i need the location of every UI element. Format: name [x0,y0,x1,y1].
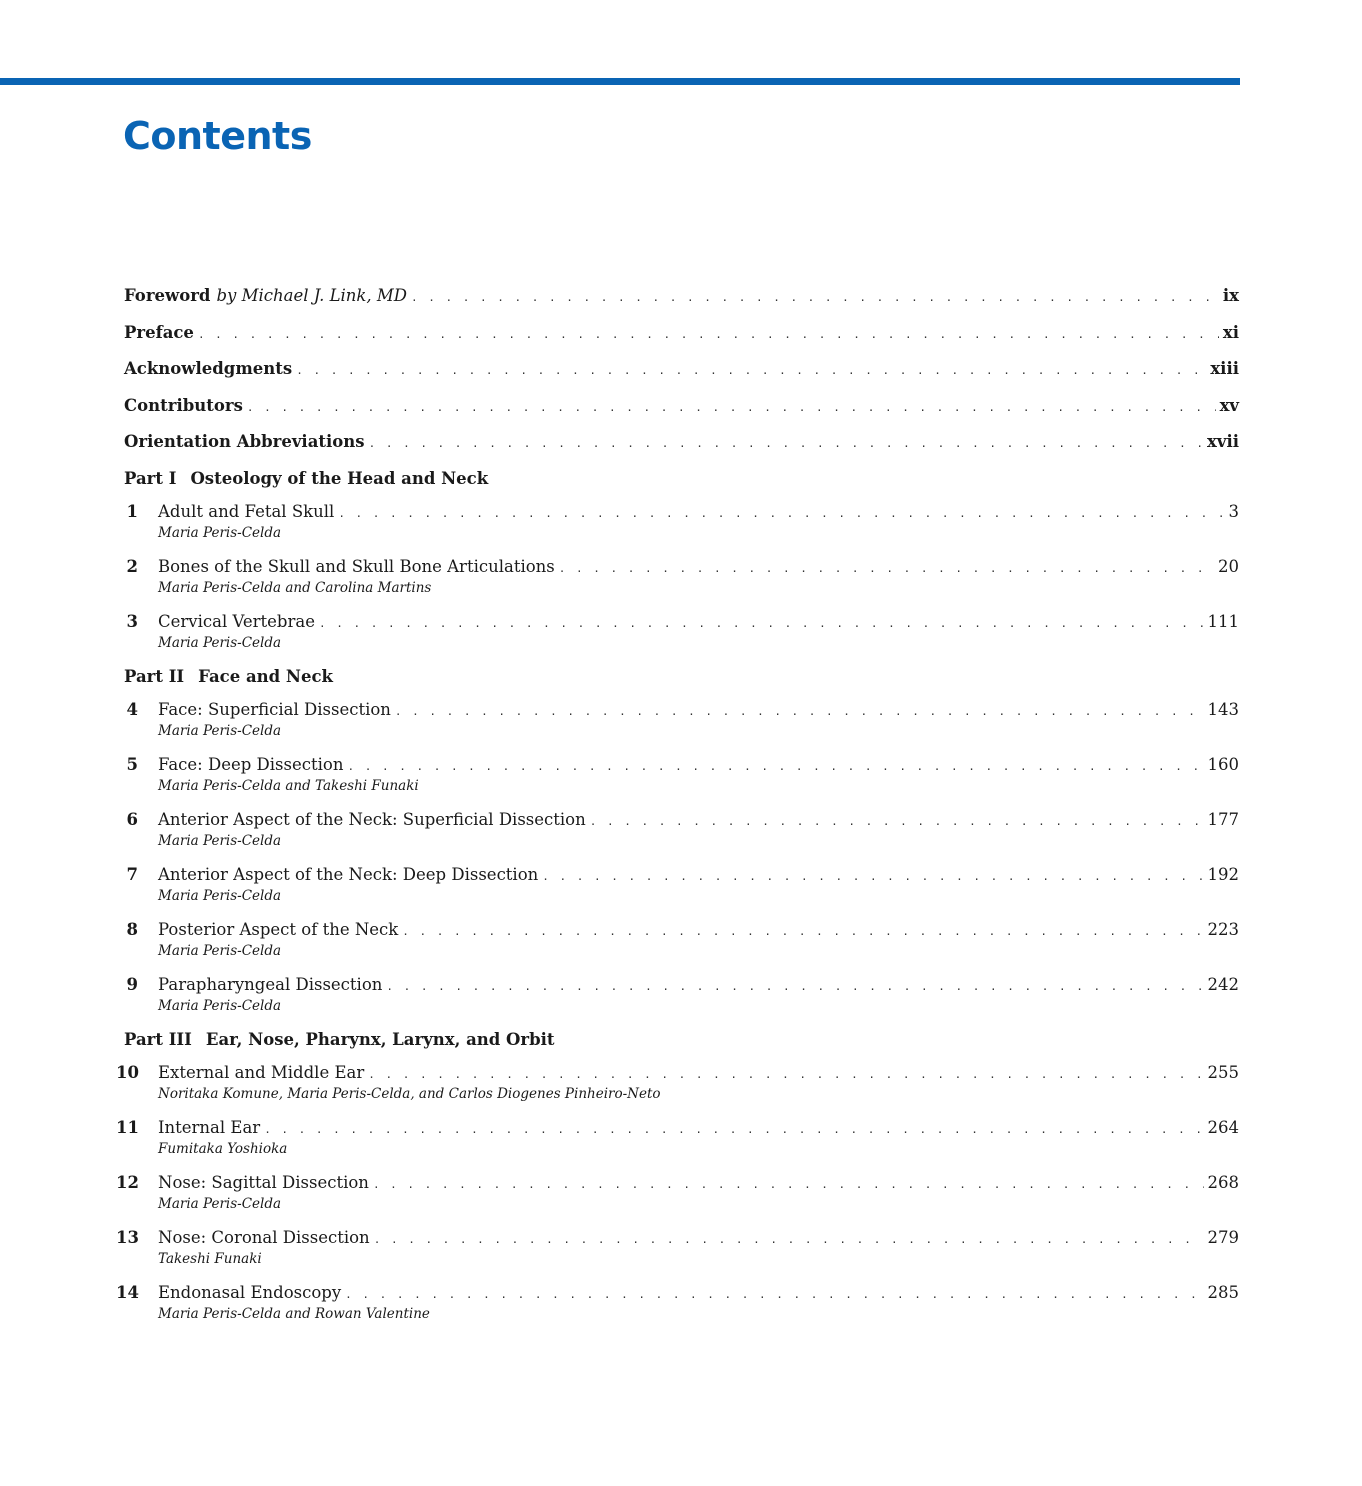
dot-leader [198,324,1219,346]
page-number: 264 [1207,1117,1239,1137]
page-number: 111 [1207,611,1239,631]
chapter-title: Bones of the Skull and Skull Bone Articulations [158,556,555,576]
part-heading [124,1029,1239,1051]
chapter-row [124,919,1239,943]
chapter-number: 6 [126,809,138,829]
dot-leader [374,1229,1204,1251]
part-title: Osteology of the Head and Neck [190,468,489,488]
chapter-entry[interactable] [124,611,1239,652]
chapter-title: Nose: Coronal Dissection [158,1227,370,1247]
entry-title: Contributors [124,395,243,415]
page-number: xi [1222,322,1239,342]
chapter-title: Internal Ear [158,1117,261,1137]
chapter-title: Anterior Aspect of the Neck: Superficial Dissection [158,809,586,829]
chapter-row [124,699,1239,723]
chapter-number: 11 [116,1117,139,1137]
page-number: xiii [1210,359,1239,378]
chapter-entry[interactable] [124,754,1239,795]
dot-leader [368,1064,1203,1086]
page-number: 242 [1207,974,1239,994]
chapter-number: 12 [116,1172,139,1192]
chapter-number: 13 [116,1227,139,1247]
front-matter-entry[interactable] [124,431,1239,455]
page-number: xvii [1207,432,1239,451]
front-matter-entry[interactable] [124,395,1239,419]
front-matter-entry[interactable] [124,322,1239,346]
chapter-title: External and Middle Ear [158,1062,365,1082]
dot-leader [386,976,1203,998]
chapter-title: Anterior Aspect of the Neck: Deep Dissection [158,864,539,884]
chapter-row [116,1117,1239,1141]
chapter-entry[interactable] [116,1227,1239,1268]
chapter-title: Cervical Vertebrae [158,611,315,631]
chapter-title: Parapharyngeal Dissection [158,974,383,994]
front-matter-entry[interactable] [124,358,1239,382]
chapter-title: Face: Superficial Dissection [158,699,391,719]
chapter-title: Posterior Aspect of the Neck [158,919,399,939]
chapter-row [116,1062,1239,1086]
part-number: Part I [124,468,177,488]
chapter-entry[interactable] [124,974,1239,1015]
chapter-number: 5 [126,754,138,774]
dot-leader [373,1174,1204,1196]
entry-byline: by Michael J. Link, MD [216,286,408,305]
chapter-row [124,864,1239,888]
dot-leader [319,613,1204,635]
chapter-entry[interactable] [116,1282,1239,1323]
front-matter-entry[interactable] [124,285,1239,309]
entry-title: Orientation Abbreviations [124,432,365,451]
dot-leader [247,397,1216,419]
chapter-entry[interactable] [124,699,1239,740]
page-number: ix [1222,286,1239,305]
dot-leader [590,811,1204,833]
dot-leader [347,756,1203,778]
chapter-number: 3 [126,611,138,631]
chapter-row [124,974,1239,998]
chapter-number: 14 [116,1282,139,1302]
chapter-title: Adult and Fetal Skull [158,501,335,521]
page-number: 143 [1207,699,1239,719]
dot-leader [338,503,1224,525]
chapter-row [116,1282,1239,1306]
chapter-row [116,1172,1239,1196]
page-number: 223 [1207,919,1239,939]
dot-leader [411,287,1219,309]
chapter-authors: Takeshi Funaki [158,1250,262,1267]
entry-title: Foreword [124,286,211,305]
chapter-entry[interactable] [116,1172,1239,1213]
chapter-authors: Maria Peris-Celda [158,997,282,1014]
chapter-number: 10 [116,1062,139,1082]
chapter-authors: Maria Peris-Celda [158,1195,282,1212]
chapter-number: 1 [126,501,138,521]
dot-leader [296,360,1206,382]
page-number: xv [1219,395,1239,415]
chapter-authors: Maria Peris-Celda [158,524,282,541]
chapter-number: 9 [126,974,138,994]
page-number: 177 [1207,809,1239,829]
chapter-row [124,556,1239,580]
chapter-row [116,1227,1239,1251]
dot-leader [402,921,1203,943]
dot-leader [369,433,1203,455]
chapter-row [124,611,1239,635]
chapter-number: 7 [126,864,138,884]
entry-title: Acknowledgments [124,359,293,378]
page-number: 192 [1207,864,1239,884]
chapter-title: Face: Deep Dissection [158,754,344,774]
chapter-entry[interactable] [116,1117,1239,1158]
chapter-row [124,754,1239,778]
dot-leader [264,1119,1203,1141]
chapter-authors: Maria Peris-Celda [158,942,282,959]
page-number: 255 [1207,1062,1239,1082]
chapter-authors: Maria Peris-Celda and Rowan Valentine [158,1305,430,1322]
chapter-entry[interactable] [124,501,1239,542]
chapter-authors: Maria Peris-Celda [158,722,282,739]
header-rule [0,78,1240,85]
page-number: 160 [1207,754,1239,774]
chapter-row [124,809,1239,833]
page-title: Contents [123,114,312,158]
part-number: Part III [124,1029,192,1049]
dot-leader [345,1284,1203,1306]
entry-title: Preface [124,322,194,342]
dot-leader [559,558,1214,580]
page-number: 285 [1207,1282,1239,1302]
chapter-title: Endonasal Endoscopy [158,1282,342,1302]
page-number: 268 [1207,1172,1239,1192]
chapter-entry[interactable] [124,556,1239,597]
chapter-entry[interactable] [116,1062,1239,1103]
chapter-entry[interactable] [124,809,1239,850]
chapter-number: 4 [126,699,138,719]
part-title: Face and Neck [198,666,333,686]
chapter-authors: Maria Peris-Celda and Takeshi Funaki [158,777,419,794]
chapter-row [124,501,1239,525]
chapter-authors: Fumitaka Yoshioka [158,1140,288,1157]
chapter-number: 2 [126,556,138,576]
part-heading [124,468,1239,490]
chapter-number: 8 [126,919,138,939]
chapter-authors: Noritaka Komune, Maria Peris-Celda, and Carlos Diogenes Pinheiro-Neto [158,1085,661,1102]
chapter-entry[interactable] [124,919,1239,960]
chapter-authors: Maria Peris-Celda [158,634,282,651]
table-of-contents [116,285,1239,1337]
page-number: 20 [1218,556,1239,576]
page-number: 279 [1207,1227,1239,1247]
chapter-title: Nose: Sagittal Dissection [158,1172,369,1192]
dot-leader [395,701,1204,723]
part-title: Ear, Nose, Pharynx, Larynx, and Orbit [205,1029,555,1049]
part-number: Part II [124,666,185,686]
chapter-authors: Maria Peris-Celda and Carolina Martins [158,579,432,596]
dot-leader [542,866,1203,888]
chapter-entry[interactable] [124,864,1239,905]
page-number: 3 [1228,501,1239,521]
chapter-authors: Maria Peris-Celda [158,832,282,849]
part-heading [124,666,1239,688]
chapter-authors: Maria Peris-Celda [158,887,282,904]
